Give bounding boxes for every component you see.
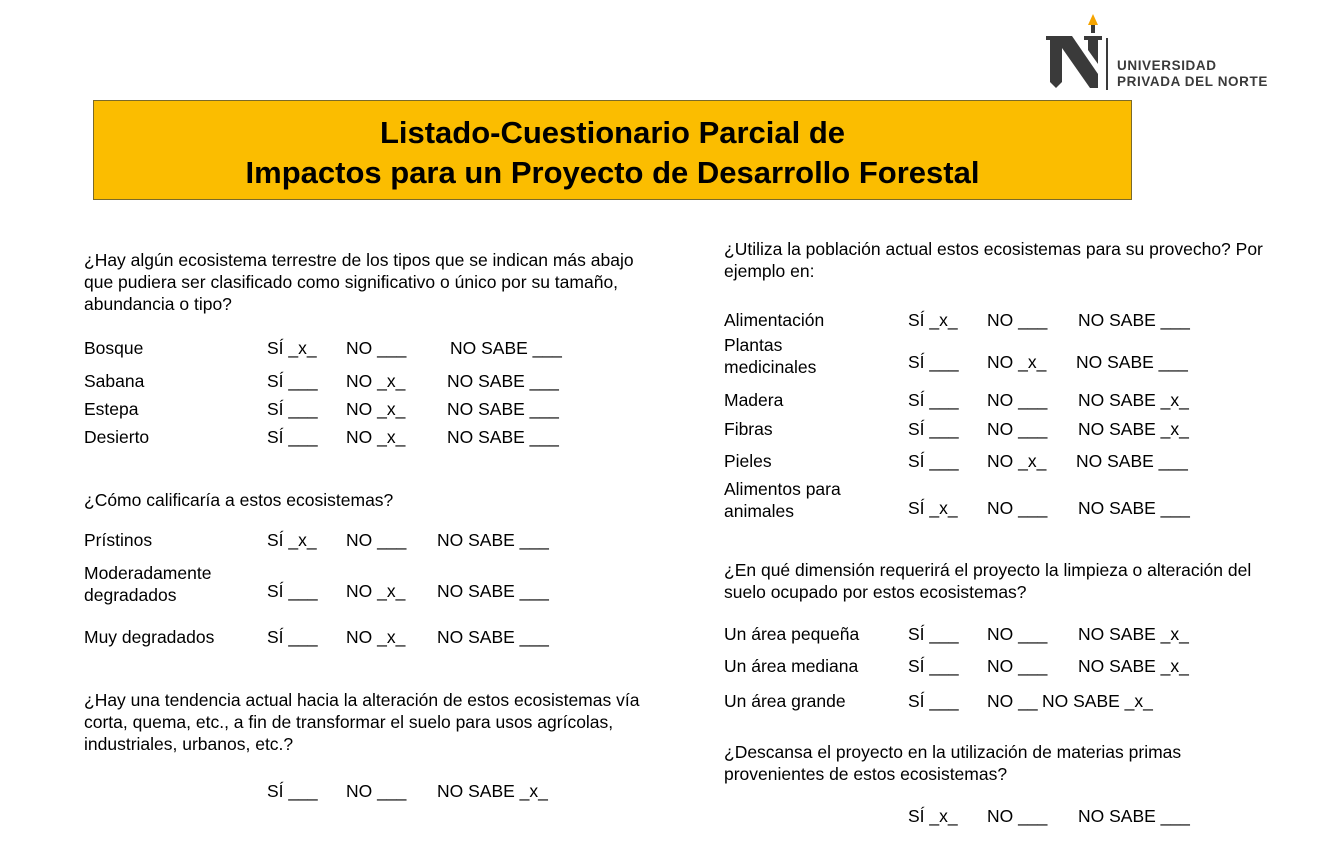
- answer-no-sabe: NO SABE ___: [447, 371, 559, 391]
- answer-no-sabe: NO SABE ___: [447, 427, 559, 447]
- answer-no: NO ___: [346, 530, 407, 550]
- row-label: Desierto: [84, 427, 150, 447]
- answer-si: SÍ ___: [267, 781, 318, 801]
- question-ecosystems: ¿Hay algún ecosistema terrestre de los tipos que se indican más abajo que pudiera ser clasificado como significativo o único por su tamaño, abundancia o tipo?: [84, 250, 634, 314]
- answer-no: NO _x_: [346, 371, 406, 391]
- answer-no-sabe: NO SABE _x_: [1078, 390, 1189, 410]
- answer-si: SÍ ___: [908, 656, 959, 676]
- answer-no-sabe: NO SABE _x_: [1042, 691, 1153, 711]
- row-label: Un área pequeña: [724, 624, 860, 644]
- question-trend: ¿Hay una tendencia actual hacia la alteración de estos ecosistemas vía corta, quema, etc., a fin de transformar el suelo para usos agrícolas, industriales, urbanos, etc.?: [84, 690, 640, 754]
- answer-no: NO ___: [987, 310, 1048, 330]
- title-banner: [93, 100, 1132, 200]
- answer-si: SÍ ___: [908, 419, 959, 439]
- row-label: Un área grande: [724, 691, 846, 711]
- answer-no-sabe: NO SABE ___: [437, 627, 549, 647]
- answer-no-sabe: NO SABE ___: [1076, 352, 1188, 372]
- row-label: Madera: [724, 390, 784, 410]
- answer-no: NO ___: [346, 338, 407, 358]
- answer-no-sabe: NO SABE ___: [1078, 498, 1190, 518]
- row-label: Pieles: [724, 451, 772, 471]
- answer-no: NO _x_: [987, 451, 1047, 471]
- answer-no: NO _x_: [987, 352, 1047, 372]
- answer-no: NO ___: [987, 419, 1048, 439]
- answer-no: NO ___: [987, 806, 1048, 826]
- answer-si: SÍ ___: [267, 399, 318, 419]
- row-label-line-1: Plantas: [724, 335, 783, 355]
- row-label-line-2: animales: [724, 501, 795, 521]
- logo-text: [1117, 58, 1268, 90]
- answer-no-sabe: NO SABE _x_: [1078, 656, 1189, 676]
- answer-no: NO ___: [987, 498, 1048, 518]
- answer-no: NO _x_: [346, 581, 406, 601]
- answer-si: SÍ ___: [908, 624, 959, 644]
- row-label-line-1: Moderadamente: [84, 563, 212, 583]
- answer-no: NO ___: [987, 390, 1048, 410]
- logo-divider: [1106, 38, 1108, 90]
- answer-si: SÍ ___: [267, 581, 318, 601]
- row-label: Sabana: [84, 371, 145, 391]
- answer-si: SÍ ___: [908, 390, 959, 410]
- answer-si: SÍ _x_: [908, 310, 958, 330]
- row-label: Alimentación: [724, 310, 825, 330]
- row-label: Fibras: [724, 419, 773, 439]
- answer-si: SÍ ___: [908, 352, 959, 372]
- answer-no-sabe: NO SABE ___: [1076, 451, 1188, 471]
- row-label-line-2: medicinales: [724, 357, 817, 377]
- logo-line-2: PRIVADA DEL NORTE: [1117, 74, 1268, 89]
- answer-si: SÍ ___: [908, 451, 959, 471]
- answer-no-sabe: NO SABE ___: [450, 338, 562, 358]
- row-label: Bosque: [84, 338, 144, 358]
- answer-si: SÍ ___: [908, 691, 959, 711]
- answer-no: NO _x_: [346, 627, 406, 647]
- answer-si: SÍ _x_: [908, 498, 958, 518]
- row-label-line-1: Alimentos para: [724, 479, 841, 499]
- row-label-line-2: degradados: [84, 585, 177, 605]
- answer-no-sabe: NO SABE ___: [437, 530, 549, 550]
- row-label: Un área mediana: [724, 656, 859, 676]
- logo-line-1: UNIVERSIDAD: [1117, 58, 1217, 73]
- answer-si: SÍ ___: [267, 427, 318, 447]
- answer-no: NO ___: [987, 656, 1048, 676]
- question-raw-materials: ¿Descansa el proyecto en la utilización de materias primas provenientes de estos ecosistemas?: [724, 742, 1182, 784]
- title-line-2: Impactos para un Proyecto de Desarrollo Forestal: [245, 155, 980, 190]
- answer-no-sabe: NO SABE _x_: [1078, 624, 1189, 644]
- title-line-1: Listado-Cuestionario Parcial de: [379, 115, 846, 150]
- question-rating: ¿Cómo calificaría a estos ecosistemas?: [84, 490, 394, 510]
- answer-no-sabe: NO SABE ___: [1078, 806, 1190, 826]
- answer-si: SÍ ___: [267, 371, 318, 391]
- answer-no: NO ___: [346, 781, 407, 801]
- answer-no-sabe: NO SABE _x_: [1078, 419, 1189, 439]
- row-label: Estepa: [84, 399, 139, 419]
- question-dimension: ¿En qué dimensión requerirá el proyecto la limpieza o alteración del suelo ocupado por estos ecosistemas?: [724, 560, 1252, 602]
- answer-no: NO _x_: [346, 399, 406, 419]
- answer-si: SÍ ___: [267, 627, 318, 647]
- answer-no: NO _x_: [346, 427, 406, 447]
- answer-no-sabe: NO SABE ___: [1078, 310, 1190, 330]
- answer-si: SÍ _x_: [908, 806, 958, 826]
- answer-no-sabe: NO SABE ___: [447, 399, 559, 419]
- answer-no-sabe: NO SABE ___: [437, 581, 549, 601]
- row-label: Muy degradados: [84, 627, 215, 647]
- row-label: Prístinos: [84, 530, 153, 550]
- answer-si: SÍ _x_: [267, 530, 317, 550]
- answer-no: NO ___: [987, 624, 1048, 644]
- question-usage: ¿Utiliza la población actual estos ecosistemas para su provecho? Por ejemplo en:: [724, 239, 1263, 281]
- answer-si: SÍ _x_: [267, 338, 317, 358]
- answer-no-sabe: NO SABE _x_: [437, 781, 548, 801]
- answer-no: NO __: [987, 691, 1038, 711]
